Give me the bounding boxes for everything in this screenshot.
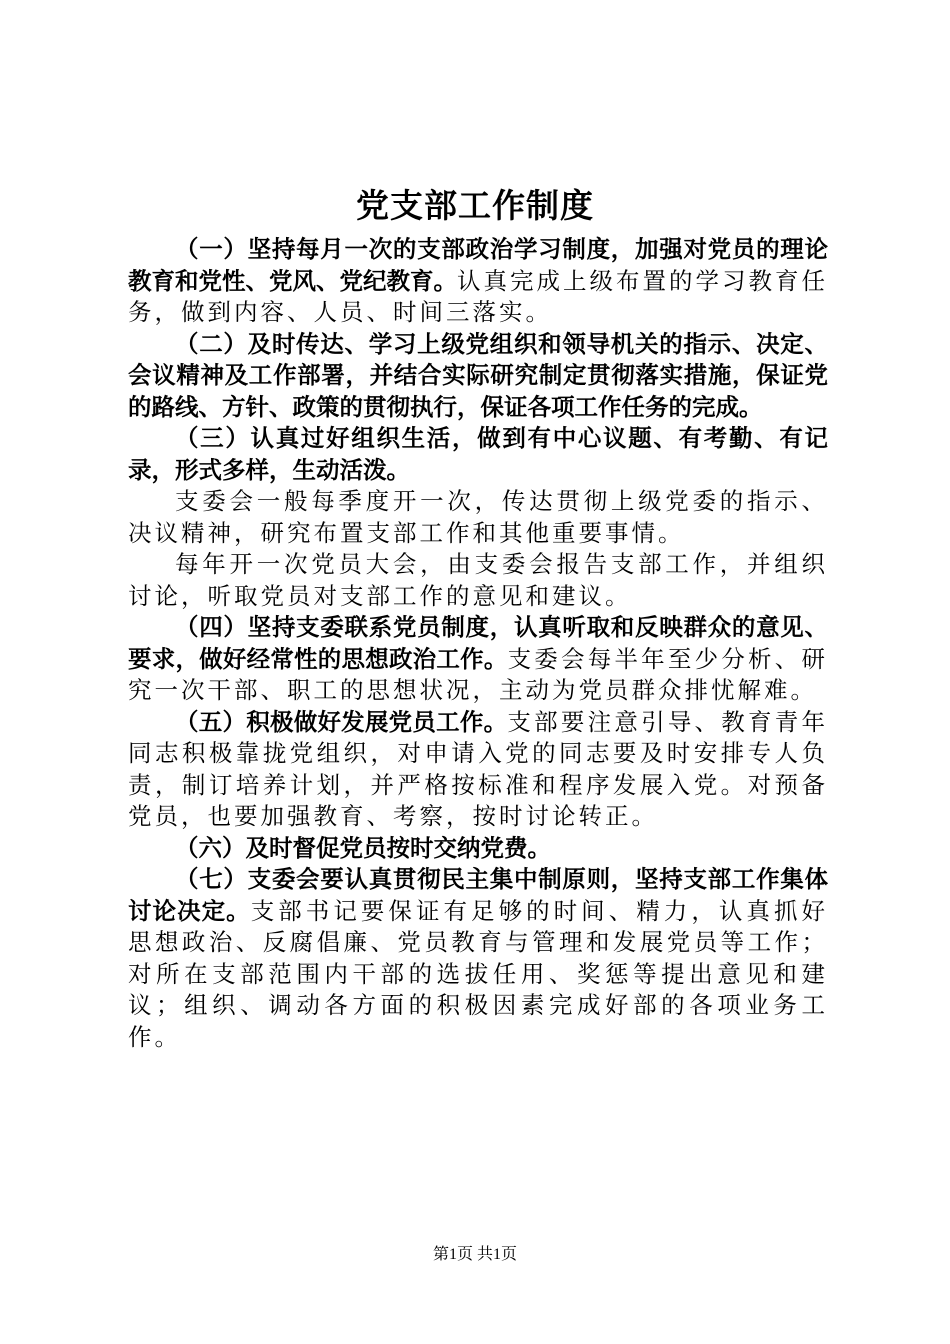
paragraph-6-lead: （六）及时督促党员按时交纳党费。 — [175, 833, 551, 862]
paragraph-1-lead: （一）坚持每月一次的支部政治学习制度，加强对党员的理论教育和党性、党风、党纪教育。 — [128, 235, 828, 295]
paragraph-4-text: 支委会每半年至少分析、研究一次干部、职工的思想状况，主动为党员群众排忧解难。 — [128, 644, 829, 704]
paragraph-3a — [128, 486, 828, 549]
paragraph-5 — [128, 707, 828, 833]
paragraph-3 — [128, 423, 828, 486]
paragraph-7 — [128, 864, 828, 1053]
page-title: 党支部工作制度 — [356, 186, 594, 225]
paragraph-5-text: 支部要注意引导、教育青年同志积极靠拢党组织，对申请入党的同志要及时安排专人负责，制订培养计划，并严格按标准和程序发展入党。对预备党员，也要加强教育、考察，按时讨论转正。 — [128, 707, 829, 830]
paragraph-2-lead: （二）及时传达、学习上级党组织和领导机关的指示、决定、会议精神及工作部署，并结合实际研究制定贯彻落实措施，保证党的路线、方针、政策的贯彻执行，保证各项工作任务的完成。 — [128, 329, 828, 421]
paragraph-7-lead: （七）支委会要认真贯彻民主集中制原则，坚持支部工作集体讨论决定。 — [128, 865, 828, 925]
paragraph-1-text: 认真完成上级布置的学习教育任务，做到内容、人员、时间三落实。 — [128, 266, 828, 326]
paragraph-3-lead: （三）认真过好组织生活，做到有中心议题、有考勤、有记录，形式多样，生动活泼。 — [128, 424, 828, 484]
paragraph-3b — [128, 549, 828, 612]
paragraph-1 — [128, 234, 828, 329]
paragraph-7-text: 支部书记要保证有足够的时间、精力，认真抓好思想政治、反腐倡廉、党员教育与管理和发展党员等工作；对所在支部范围内干部的选拔任用、奖惩等提出意见和建议；组织、调动各方面的积极因素完成好部的各项业务工作。 — [128, 896, 829, 1051]
paragraph-6 — [128, 833, 828, 865]
paragraph-3a-text: 支委会一般每季度开一次，传达贯彻上级党委的指示、决议精神，研究布置支部工作和其他重要事情。 — [128, 487, 828, 547]
paragraph-4 — [128, 612, 828, 707]
paragraph-3b-text: 每年开一次党员大会，由支委会报告支部工作，并组织讨论，听取党员对支部工作的意见和建议。 — [128, 550, 828, 610]
paragraph-2 — [128, 329, 828, 424]
paragraph-4-lead: （四）坚持支委联系党员制度，认真听取和反映群众的意见、要求，做好经常性的思想政治工作。 — [128, 613, 828, 673]
document-body — [128, 234, 828, 1053]
paragraph-5-lead: （五）积极做好发展党员工作。 — [175, 707, 508, 736]
page-footer: 第1页 共1页 — [432, 1246, 517, 1263]
